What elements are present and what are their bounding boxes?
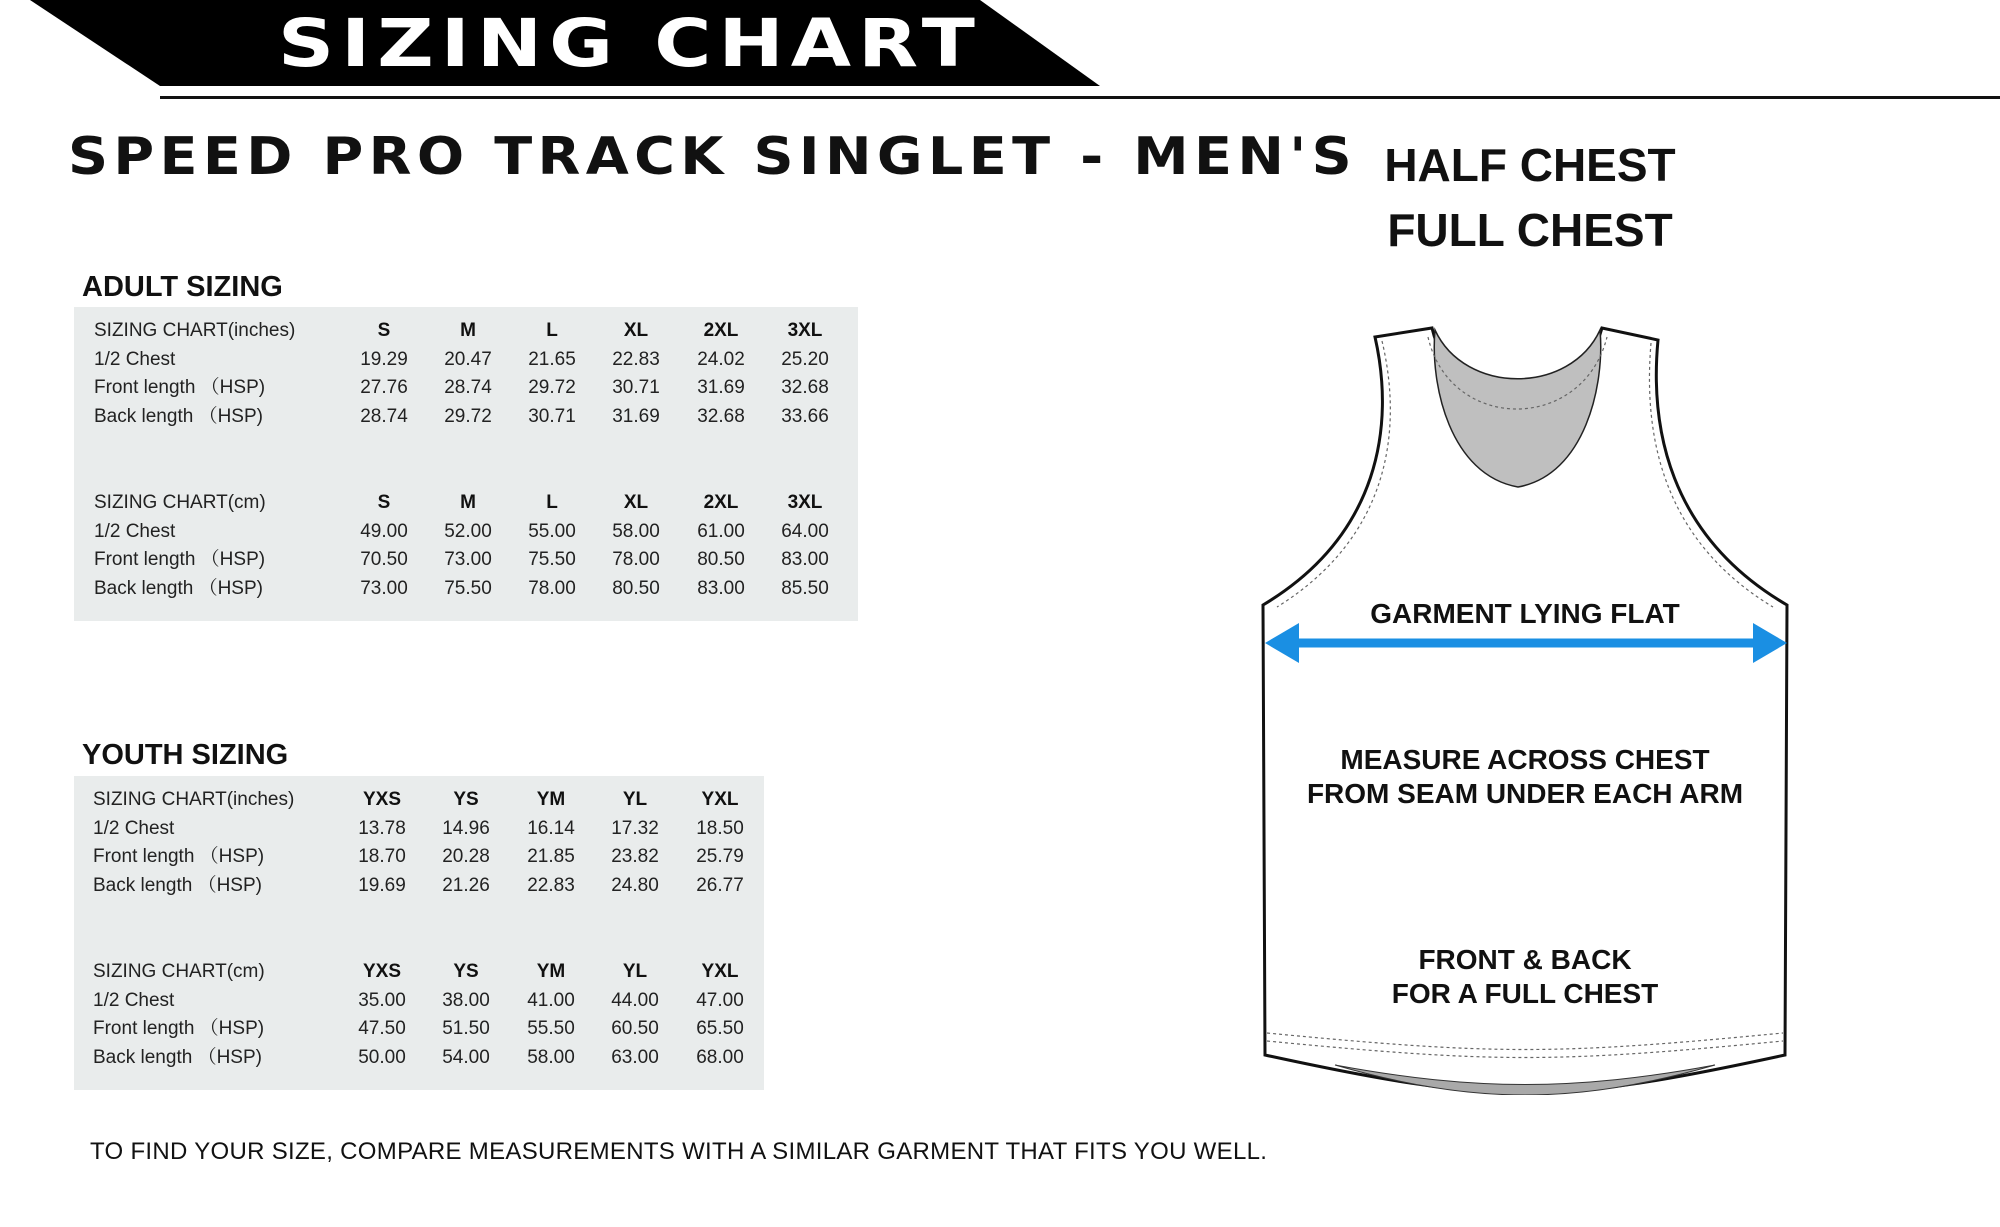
measure-label: Back length （HSP) [94,577,263,599]
measure-value: 35.00 [358,989,406,1011]
measure-value: 17.32 [611,817,659,839]
measure-value: 47.50 [358,1018,406,1040]
table-row [74,872,764,900]
table-row [74,546,858,574]
measure-value: 44.00 [611,989,659,1011]
table-row [74,346,858,374]
measure-value: 80.50 [612,577,660,599]
measure-label: 1/2 Chest [94,520,176,542]
measure-value: 58.00 [527,1046,575,1068]
size-header: YM [536,789,566,810]
measure-label: Front length （HSP) [93,846,265,868]
measure-label: Front length （HSP) [93,1018,265,1040]
header-rule [160,96,2000,99]
measure-value: 63.00 [611,1046,659,1068]
measure-value: 30.71 [612,377,660,399]
measure-value: 21.85 [527,846,575,868]
measure-value: 52.00 [444,520,492,542]
measure-value: 21.65 [528,348,576,370]
full-chest-title: FULL CHEST [1387,204,1673,256]
measure-value: 58.00 [612,520,660,542]
measure-value: 61.00 [697,520,745,542]
measure-value: 73.00 [360,577,408,599]
measure-value: 24.80 [611,874,659,896]
size-header: L [546,320,558,341]
table-row [74,374,858,402]
youth-cm-header-row [74,958,764,986]
size-header: XL [623,320,649,341]
size-header: 2XL [703,492,739,513]
measure-value: 41.00 [527,989,575,1011]
measure-label: Front length （HSP) [94,377,266,399]
measure-value: 25.20 [781,348,829,370]
size-header: L [546,492,558,513]
size-header: YXL [701,789,739,810]
measure-value: 27.76 [360,377,408,399]
measure-value: 19.69 [358,874,406,896]
table-row [74,518,858,546]
measure-value: 31.69 [697,377,745,399]
measure-value: 73.00 [444,549,492,571]
fit-note: TO FIND YOUR SIZE, COMPARE MEASUREMENTS WITH A SIMILAR GARMENT THAT FITS YOU WELL. [90,1138,1268,1165]
measure-value: 20.28 [442,846,490,868]
size-header: YL [622,789,648,810]
half-chest-title: HALF CHEST [1384,139,1676,191]
adult-inches-header-row [74,317,858,345]
size-header: YXS [362,961,402,982]
measure-value: 32.68 [781,377,829,399]
measure-value: 47.00 [696,989,744,1011]
measure-value: 60.50 [611,1018,659,1040]
measure-value: 16.14 [527,817,575,839]
measure-value: 51.50 [442,1018,490,1040]
table-row [74,987,764,1015]
measure-value: 78.00 [528,577,576,599]
measure-value: 19.29 [360,348,408,370]
measure-value: 30.71 [528,405,576,427]
measure-value: 83.00 [781,549,829,571]
youth-section-title: YOUTH SIZING [82,739,289,771]
measure-value: 29.72 [444,405,492,427]
measure-value: 83.00 [697,577,745,599]
unit-label: SIZING CHART(cm) [93,961,265,982]
size-header: 3XL [787,320,823,341]
banner-title: SIZING CHART [278,5,982,82]
measure-value: 78.00 [612,549,660,571]
size-header: 2XL [703,320,739,341]
table-row [74,575,858,603]
unit-label: SIZING CHART(inches) [94,320,296,341]
measure-value: 33.66 [781,405,829,427]
measure-label: 1/2 Chest [93,989,175,1011]
measure-label: 1/2 Chest [93,817,175,839]
size-header: M [460,492,476,513]
measure-label: Back length （HSP) [93,874,262,896]
size-header: YL [622,961,648,982]
measure-value: 70.50 [360,549,408,571]
unit-label: SIZING CHART(inches) [93,789,295,810]
adult-cm-header-row [74,489,858,517]
measure-value: 18.50 [696,817,744,839]
table-row [74,1015,764,1043]
measure-value: 50.00 [358,1046,406,1068]
table-row [74,815,764,843]
measure-value: 14.96 [442,817,490,839]
measure-value: 26.77 [696,874,744,896]
measure-value: 29.72 [528,377,576,399]
measure-value: 13.78 [358,817,406,839]
size-header: M [460,320,476,341]
table-row [74,403,858,431]
measure-label: Front length （HSP) [94,549,266,571]
front-back-line-2: FOR A FULL CHEST [1391,978,1659,1009]
size-header: YS [453,961,479,982]
measure-value: 31.69 [612,405,660,427]
measure-label: 1/2 Chest [94,348,176,370]
measure-value: 68.00 [696,1046,744,1068]
measure-value: 24.02 [697,348,745,370]
size-header: YM [536,961,566,982]
measure-value: 32.68 [697,405,745,427]
measure-value: 64.00 [781,520,829,542]
adult-sizing-table [74,307,858,621]
table-row [74,843,764,871]
measure-line-2: FROM SEAM UNDER EACH ARM [1306,778,1744,809]
measure-value: 23.82 [611,846,659,868]
size-header: YXL [701,961,739,982]
garment-lying-flat-label: GARMENT LYING FLAT [1370,598,1680,629]
size-header: S [377,320,391,341]
measure-value: 75.50 [444,577,492,599]
measure-value: 18.70 [358,846,406,868]
measure-value: 25.79 [696,846,744,868]
measure-value: 55.00 [528,520,576,542]
measure-value: 80.50 [697,549,745,571]
front-back-line-1: FRONT & BACK [1418,944,1632,975]
youth-sizing-table [74,776,764,1090]
size-header: S [377,492,391,513]
measure-value: 20.47 [444,348,492,370]
measure-value: 22.83 [612,348,660,370]
adult-section-title: ADULT SIZING [82,271,283,303]
product-title: SPEED PRO TRACK SINGLET - MEN'S [68,127,1358,187]
size-header: XL [623,492,649,513]
size-header: YXS [362,789,402,810]
size-header: YS [453,789,479,810]
measure-value: 38.00 [442,989,490,1011]
measure-line-1: MEASURE ACROSS CHEST [1340,744,1710,775]
measure-value: 85.50 [781,577,829,599]
measure-label: Back length （HSP) [94,405,263,427]
measure-value: 21.26 [442,874,490,896]
measure-label: Back length （HSP) [93,1046,262,1068]
measure-value: 49.00 [360,520,408,542]
size-header: 3XL [787,492,823,513]
measure-value: 75.50 [528,549,576,571]
table-row [74,1044,764,1072]
measure-value: 65.50 [696,1018,744,1040]
youth-inches-header-row [74,786,764,814]
measure-value: 55.50 [527,1018,575,1040]
measure-value: 28.74 [360,405,408,427]
measure-value: 22.83 [527,874,575,896]
unit-label: SIZING CHART(cm) [94,492,266,513]
measure-value: 28.74 [444,377,492,399]
measure-value: 54.00 [442,1046,490,1068]
